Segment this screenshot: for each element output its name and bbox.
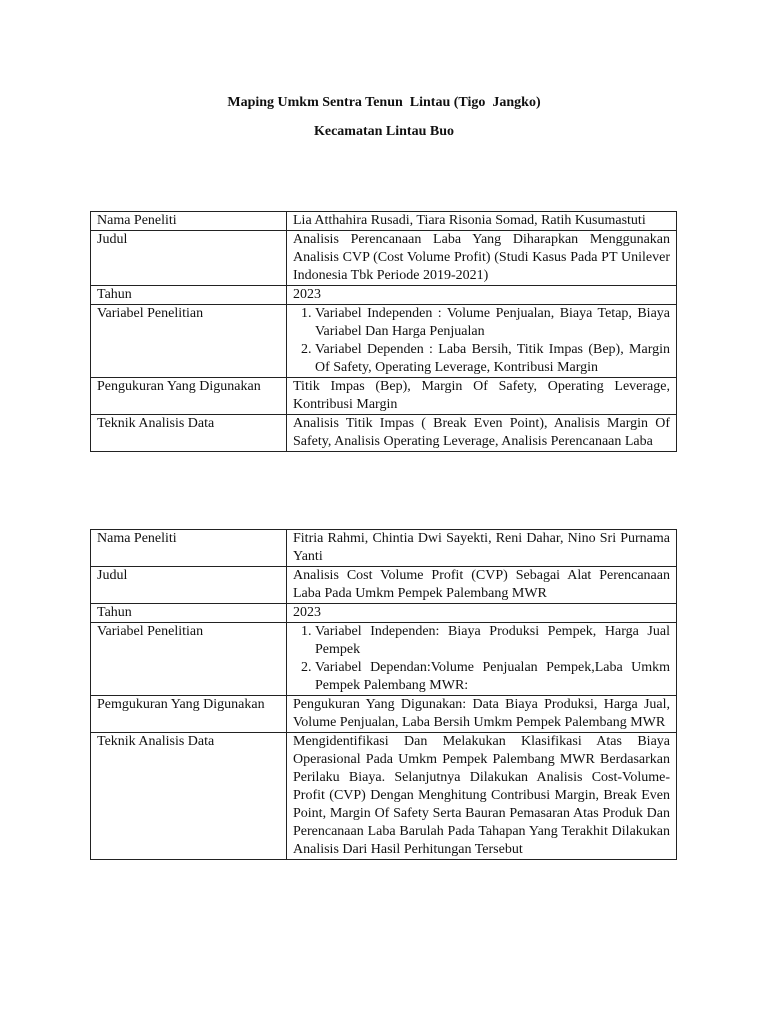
- row-tahun: [91, 286, 677, 305]
- teknik-analisis-label: Teknik Analisis Data: [91, 733, 287, 860]
- variabel-penelitian-label: Variabel Penelitian: [91, 623, 287, 696]
- row-teknik-analisis: [91, 733, 677, 860]
- pengukuran-label: Pengukuran Yang Digunakan: [91, 378, 287, 415]
- row-tahun: [91, 604, 677, 623]
- research-table-2: [90, 529, 677, 860]
- judul-value: Analisis Perencanaan Laba Yang Diharapkan Menggunakan Analisis CVP (Cost Volume Profit) (Studi Kasus Pada PT Unilever Indonesia Tbk Periode 2019-2021): [287, 231, 677, 286]
- page-subtitle: Kecamatan Lintau Buo: [313, 124, 454, 139]
- research-table-1: [90, 211, 677, 452]
- row-teknik-analisis: [91, 415, 677, 452]
- row-pengukuran: [91, 696, 677, 733]
- judul-value: Analisis Cost Volume Profit (CVP) Sebagai Alat Perencanaan Laba Pada Umkm Pempek Palembang MWR: [287, 567, 677, 604]
- page-title: Maping Umkm Sentra Tenun Lintau (Tigo Jangko): [227, 95, 541, 110]
- nama-peneliti-label: Nama Peneliti: [91, 212, 287, 231]
- nama-peneliti-value: Fitria Rahmi, Chintia Dwi Sayekti, Reni Dahar, Nino Sri Purnama Yanti: [287, 530, 677, 567]
- variabel-list: [293, 623, 670, 695]
- row-variabel-penelitian: [91, 623, 677, 696]
- row-judul: [91, 567, 677, 604]
- variabel-item: 2. Variabel Dependan:Volume Penjualan Pempek,Laba Umkm Pempek Palembang MWR:: [315, 659, 670, 695]
- tahun-label: Tahun: [91, 286, 287, 305]
- teknik-analisis-value: Mengidentifikasi Dan Melakukan Klasifikasi Atas Biaya Operasional Pada Umkm Pempek Palembang MWR Berdasarkan Perilaku Biaya. Selanjutnya Dilakukan Analisis Cost-Volume-Profit (CVP) Dengan Menghitung Contribusi Margin, Break Even Point, Margin Of Safety Serta Bauran Pemasaran Atas Produk Dan Perencanaan Laba Barulah Pada Tahapan Yang Terakhit Dilakukan Analisis Dari Hasil Perhitungan Tersebut: [287, 733, 677, 860]
- tahun-label: Tahun: [91, 604, 287, 623]
- row-pengukuran: [91, 378, 677, 415]
- pengukuran-value: Titik Impas (Bep), Margin Of Safety, Operating Leverage, Kontribusi Margin: [287, 378, 677, 415]
- pengukuran-value: Pengukuran Yang Digunakan: Data Biaya Produksi, Harga Jual, Volume Penjualan, Laba Bersih Umkm Pempek Palembang MWR: [287, 696, 677, 733]
- nama-peneliti-value: Lia Atthahira Rusadi, Tiara Risonia Somad, Ratih Kusumastuti: [287, 212, 677, 231]
- pengukuran-label: Pemgukuran Yang Digunakan: [91, 696, 287, 733]
- variabel-penelitian-value: [287, 305, 677, 378]
- row-nama-peneliti: [91, 530, 677, 567]
- tahun-value: 2023: [287, 286, 677, 305]
- row-nama-peneliti: [91, 212, 677, 231]
- judul-label: Judul: [91, 231, 287, 286]
- row-judul: [91, 231, 677, 286]
- variabel-item: 1. Variabel Independen : Volume Penjualan, Biaya Tetap, Biaya Variabel Dan Harga Penjualan: [315, 305, 670, 341]
- nama-peneliti-label: Nama Peneliti: [91, 530, 287, 567]
- variabel-penelitian-value: [287, 623, 677, 696]
- teknik-analisis-value: Analisis Titik Impas ( Break Even Point), Analisis Margin Of Safety, Analisis Operating Leverage, Analisis Perencanaan Laba: [287, 415, 677, 452]
- variabel-item: 1. Variabel Independen: Biaya Produksi Pempek, Harga Jual Pempek: [315, 623, 670, 659]
- judul-label: Judul: [91, 567, 287, 604]
- row-variabel-penelitian: [91, 305, 677, 378]
- teknik-analisis-label: Teknik Analisis Data: [91, 415, 287, 452]
- variabel-list: [293, 305, 670, 377]
- variabel-item: 2. Variabel Dependen : Laba Bersih, Titik Impas (Bep), Margin Of Safety, Operating Leverage, Kontribusi Margin: [315, 341, 670, 377]
- variabel-penelitian-label: Variabel Penelitian: [91, 305, 287, 378]
- tahun-value: 2023: [287, 604, 677, 623]
